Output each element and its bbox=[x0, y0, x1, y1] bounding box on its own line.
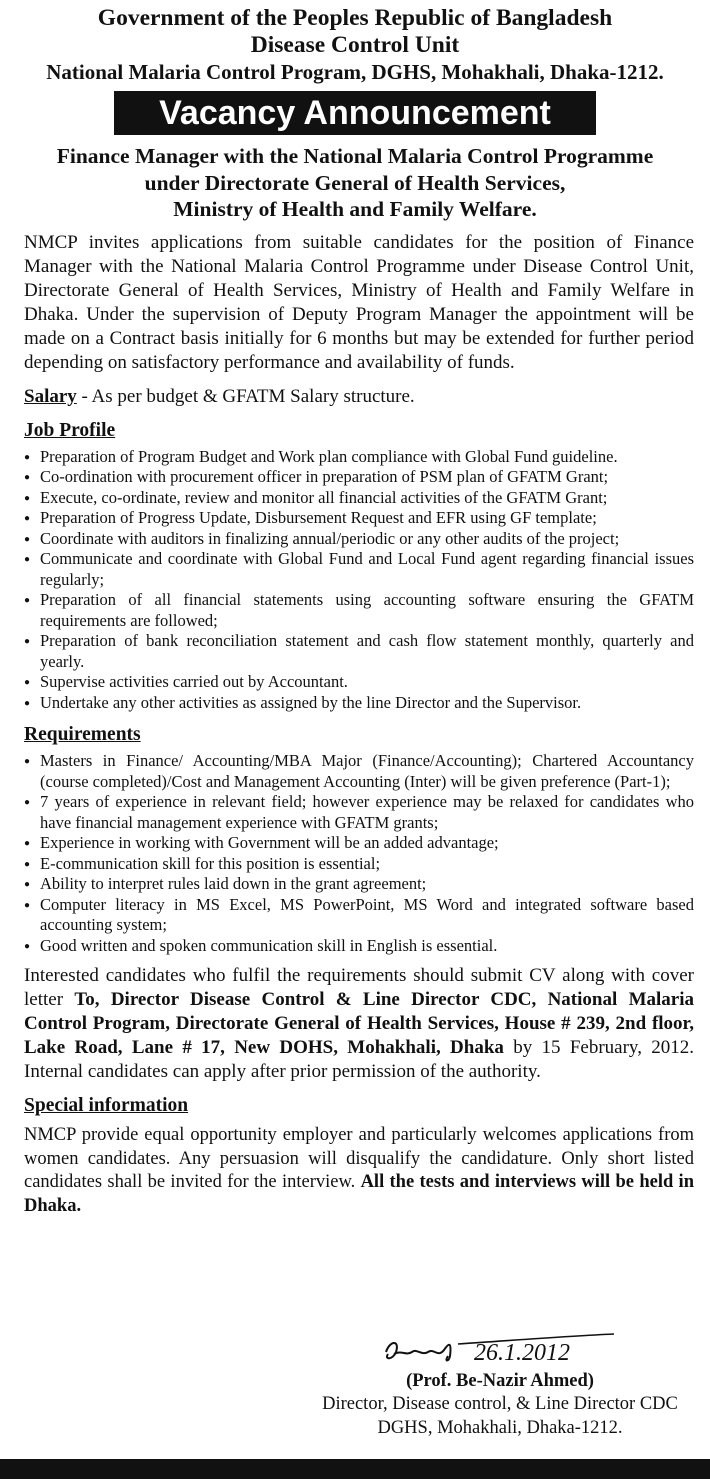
application-text-1: Interested candidates who fulfil the requirements should submit CV along with cover letter bbox=[24, 965, 694, 1010]
salary-line bbox=[24, 385, 694, 409]
list-item: ● Preparation of bank reconciliation statement and cash flow statement monthly, quarterly and yearly. bbox=[24, 631, 694, 672]
intro-paragraph: NMCP invites applications from suitable candidates for the position of Finance Manager with the National Malaria Control Programme under Disease Control Unit, Directorate General of Health Services, Ministry of Health and Family Welfare in Dhaka. Under the supervision of Deputy Program Manager the appointment will be made on a Contract basis initially for 6 months but may be extended for further period depending on satisfactory performance and availability of funds. bbox=[24, 231, 694, 373]
position-title-line3: Ministry of Health and Family Welfare. bbox=[173, 197, 537, 221]
signatory-office: DGHS, Mohakhali, Dhaka-1212. bbox=[377, 1418, 623, 1438]
signature-image bbox=[378, 1330, 618, 1370]
application-text-2: by 15 February, 2012. Internal candidates can apply after prior permission of the authority. bbox=[24, 1037, 695, 1082]
requirements-title: Requirements bbox=[24, 724, 141, 745]
header-government: Government of the Peoples Republic of Bangladesh bbox=[97, 5, 613, 31]
position-title-line1: Finance Manager with the National Malaria Control Programme bbox=[56, 144, 654, 168]
list-item: ● Supervise activities carried out by Accountant. bbox=[24, 672, 694, 693]
content bbox=[0, 231, 710, 1219]
list-item: ● Ability to interpret rules laid down in the grant agreement; bbox=[24, 874, 694, 895]
list-item: ● Undertake any other activities as assigned by the line Director and the Supervisor. bbox=[24, 693, 694, 714]
special-information-text: NMCP provide equal opportunity employer and particularly welcomes applications from women candidates. Any persuasion will disqualify the candidature. Only short listed candidates shall be invited for the interview. bbox=[24, 1125, 694, 1192]
list-item: ● E-communication skill for this position is essential; bbox=[24, 854, 694, 875]
list-item: ● Masters in Finance/ Accounting/MBA Major (Finance/Accounting); Chartered Accountancy (course completed)/Cost and Management Accounting (Inter) will be given preference (Part-1); bbox=[24, 751, 694, 792]
list-item: ● Experience in working with Government will be an added advantage; bbox=[24, 833, 694, 854]
signatory-designation: Director, Disease control, & Line Director CDC bbox=[322, 1394, 678, 1414]
list-item: ● Communicate and coordinate with Global Fund and Local Fund agent regarding financial issues regularly; bbox=[24, 549, 694, 590]
list-item: ● Co-ordination with procurement officer in preparation of PSM plan of GFATM Grant; bbox=[24, 467, 694, 488]
signatory-name: (Prof. Be-Nazir Ahmed) bbox=[406, 1371, 594, 1391]
application-paragraph bbox=[24, 964, 694, 1084]
list-item: ● Good written and spoken communication skill in English is essential. bbox=[24, 936, 694, 957]
header-unit: Disease Control Unit bbox=[250, 32, 460, 58]
footer-bar bbox=[0, 1459, 710, 1479]
header-address: National Malaria Control Program, DGHS, Mohakhali, Dhaka-1212. bbox=[46, 60, 664, 84]
list-item: ● Coordinate with auditors in finalizing annual/periodic or any other audits of the project; bbox=[24, 529, 694, 550]
position-title-line2: under Directorate General of Health Services, bbox=[144, 170, 566, 195]
header bbox=[0, 4, 710, 85]
list-item: ● 7 years of experience in relevant field; however experience may be relaxed for candidates who have financial management experience with GFATM grants; bbox=[24, 792, 694, 833]
job-profile-list bbox=[24, 447, 694, 714]
vacancy-banner: Vacancy Announcement bbox=[114, 91, 596, 135]
position-title bbox=[0, 143, 710, 223]
list-item: ● Preparation of Program Budget and Work plan compliance with Global Fund guideline. bbox=[24, 447, 694, 468]
requirements-list bbox=[24, 751, 694, 956]
signature-date: 26.1.2012 bbox=[474, 1340, 570, 1366]
list-item: ● Preparation of Progress Update, Disbursement Request and EFR using GF template; bbox=[24, 508, 694, 529]
list-item: ● Computer literacy in MS Excel, MS PowerPoint, MS Word and integrated software based accounting system; bbox=[24, 895, 694, 936]
application-address: To, Director Disease Control & Line Director CDC, National Malaria Control Program, Directorate General of Health Services, House # 239, 2nd floor, Lake Road, Lane # 17, New DOHS, Mohakhali, Dhaka bbox=[24, 989, 694, 1058]
list-item: ● Preparation of all financial statements using accounting software ensuring the GFATM requirements are followed; bbox=[24, 590, 694, 631]
banner-wrap bbox=[0, 91, 710, 135]
salary-label: Salary bbox=[24, 385, 77, 407]
list-item: ● Execute, co-ordinate, review and monitor all financial activities of the GFATM Grant; bbox=[24, 488, 694, 509]
special-information-title: Special information bbox=[24, 1095, 189, 1116]
salary-text: - As per budget & GFATM Salary structure. bbox=[76, 385, 415, 407]
job-profile-title: Job Profile bbox=[24, 419, 116, 441]
special-information-paragraph bbox=[24, 1124, 694, 1218]
special-information-bold: All the tests and interviews will be held in Dhaka. bbox=[24, 1172, 694, 1216]
